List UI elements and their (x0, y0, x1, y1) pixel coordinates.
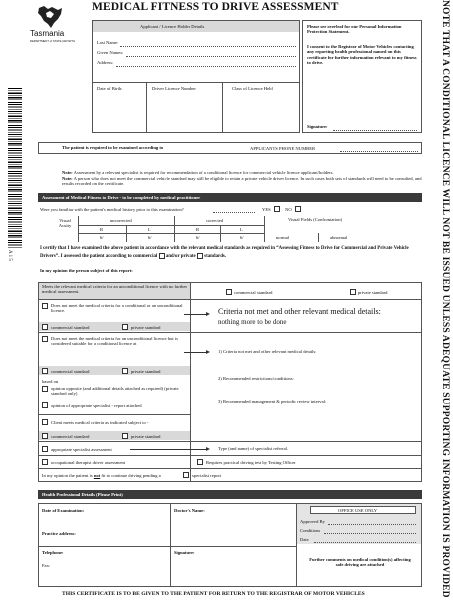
conditions-label: Conditions (300, 528, 321, 533)
note-specialist (62, 170, 424, 175)
client-commercial-checkbox[interactable] (42, 433, 48, 439)
hp-row-line (38, 546, 296, 547)
applicant-details-title: Applicant / Licence Holder Details (140, 24, 205, 29)
uncorrected-l-value[interactable]: 6/ (148, 235, 152, 240)
address-field[interactable] (116, 66, 296, 67)
hp-divider-1 (170, 503, 171, 587)
not-fit-text-a: In my opinion the patient is (42, 473, 93, 478)
telephone-label: Telephone: (42, 550, 64, 555)
va-col-line-4 (126, 225, 127, 242)
client-meets-label: Client meets medical criteria as indicated subject to - (51, 420, 149, 425)
tasmania-logo-icon (36, 4, 66, 30)
health-prof-title: Health Professional Details (Please Print) (42, 492, 123, 497)
conditional-checkbox[interactable] (42, 336, 48, 342)
criteria-row-line-5 (38, 455, 422, 456)
commercial-word: commercial (132, 253, 158, 259)
office-date-label: Date (300, 537, 309, 542)
certify-commercial-checkbox[interactable] (159, 253, 165, 259)
familiar-dots (213, 212, 255, 213)
va-row-line-1 (78, 225, 264, 226)
uncorrected-r: R (100, 227, 104, 232)
side-note: NOTE THAT A CONDITIONAL LICENCE WILL NOT BE ISSUED UNLESS ADEQUATE SUPPORTING INFORMATION IS PROVIDED (440, 0, 450, 598)
not-meet-checkbox[interactable] (42, 303, 48, 309)
applicants-phone-label: APPLICANTS PHONE NUMBER (250, 146, 316, 151)
not-meet-arrow (184, 314, 208, 315)
opinion-opposite-checkbox[interactable] (42, 386, 48, 392)
form-title: MEDICAL FITNESS TO DRIVE ASSESSMENT (92, 1, 339, 13)
occupational-label: occupational therapist driver assessment (51, 460, 126, 465)
barcode (8, 88, 22, 248)
conditional-title: Does not meet the medical criteria for an unconditional licence but is considered suitable for a conditional licence at (51, 336, 178, 347)
opinion-specialist-label: opinion of appropriate specialist - report attached (51, 403, 142, 408)
address-label: Address: (97, 60, 114, 65)
and-or-private: and/or private (165, 253, 196, 259)
note1-label: Note: (62, 170, 73, 175)
meets-criteria-text: Meets the relevant medical criteria for an unconditional licence with no further medical assessment. (42, 284, 188, 295)
criteria-row-line-3 (38, 414, 190, 415)
recommend-3-label: 3) Recommended management & periodic review interval: (218, 399, 327, 404)
conditional-private-label: private standard (131, 369, 161, 374)
conditional-arrow (184, 352, 208, 353)
corrected-l: L (240, 227, 243, 232)
specialist-assessment-label: appropriate specialist assessment (51, 447, 112, 452)
familiar-question: Were you familiar with the patient's medical history prior to this examination? (40, 207, 184, 212)
not-fit-text-b: fit to continue driving pending a (101, 473, 161, 478)
meets-private-label: private standard (358, 290, 388, 295)
conditional-commercial-checkbox[interactable] (42, 368, 48, 374)
specialist-arrow (130, 449, 208, 450)
specialist-report-label: specialist report (192, 473, 222, 478)
practice-address-label: Practice address: (42, 531, 76, 536)
conditional-commercial-label: commercial standard (51, 369, 90, 374)
not-meet-private-checkbox[interactable] (122, 324, 128, 330)
dob-label: Date of Birth: (97, 86, 123, 91)
not-word: not (93, 473, 101, 478)
certify-private-checkbox[interactable] (197, 253, 203, 259)
not-meet-commercial-label: commercial standard (51, 325, 90, 330)
hp-signature-label: Signature: (174, 550, 195, 555)
licence-number-label: Driver Licence Number (152, 86, 196, 91)
fields-abnormal[interactable]: abnormal (330, 235, 348, 240)
client-meets-checkbox[interactable] (42, 419, 48, 425)
not-meet-private-label: private standard (131, 325, 161, 330)
yes-checkbox[interactable] (274, 206, 280, 212)
footer-line: THIS CERTIFICATE IS TO BE GIVEN TO THE PATIENT FOR RETURN TO THE REGISTRAR OF MOTOR VEHICLES (62, 591, 365, 597)
client-private-label: private standard (131, 434, 161, 439)
meets-private-checkbox[interactable] (350, 289, 356, 295)
opinion-specialist-checkbox[interactable] (42, 402, 48, 408)
certify-text: I certify that I have examined the above patient in accordance with the relevant medical standards as required in “Assessing Fitness to Drive for Commercial and Private Vehicle Drivers”. I assessed the patient according to (40, 246, 409, 259)
approved-by-label: Approved By (300, 519, 325, 524)
given-names-field[interactable] (126, 56, 296, 57)
class-held-label: Class of Licence Held (232, 86, 273, 91)
licence-divider (222, 82, 223, 133)
conditional-private-checkbox[interactable] (122, 368, 128, 374)
corrected-r-value[interactable]: 6/ (196, 235, 200, 240)
yes-label: YES (262, 207, 271, 212)
certify-paragraph (40, 246, 424, 260)
approved-by-field[interactable] (328, 524, 416, 525)
criteria-row-line-6 (38, 468, 422, 469)
note1-text: Assessment by a relevant specialist is required for recommendation of a conditional licence for commercial vehicle licence applicant/holders. (73, 170, 334, 175)
client-private-checkbox[interactable] (122, 433, 128, 439)
dob-divider (146, 82, 147, 133)
applicant-details-box (92, 20, 300, 133)
specialist-arrowhead (206, 447, 210, 451)
applicants-phone-field[interactable] (340, 151, 418, 152)
meets-commercial-label: commercial standard (234, 290, 273, 295)
specialist-report-checkbox[interactable] (183, 472, 189, 478)
uncorrected-l: L (148, 227, 151, 232)
not-meet-arrowhead (206, 312, 210, 316)
examined-according-label: The patient is required to be examined according to (62, 145, 164, 150)
date-exam-label: Date of Examination: (42, 508, 85, 513)
not-meet-commercial-checkbox[interactable] (42, 324, 48, 330)
criteria-row-line-1 (38, 299, 422, 300)
consent-box (302, 20, 422, 133)
office-date-field[interactable] (314, 542, 416, 543)
state-name: Tasmania (30, 29, 65, 38)
va-col-line-6 (318, 233, 319, 242)
tasmania-logo (30, 4, 75, 46)
recommend-2-label: 2) Recommended restrictions/conditions: (218, 376, 294, 381)
practical-test-label: Requires practical driving test by Testing Officer (206, 460, 296, 465)
not-meet-title: Does not meet the medical criteria for a conditional or an unconditional licence. (51, 303, 183, 314)
visual-fields-label: Visual Fields (Confrontation) (287, 217, 343, 222)
based-on-label: based on (42, 379, 59, 384)
type-name-label: Type (and name) of specialist referral. (218, 446, 289, 451)
given-names-label: Given Names: (97, 50, 124, 55)
note2-text: A person who does not meet the commercial vehicle standard may still be eligible to retain a private vehicle driver licence. In such cases both sets of standards will need to be consulted, and results recorded on the certificate. (62, 176, 422, 187)
last-name-field[interactable] (120, 46, 296, 47)
va-col-line-3 (264, 216, 265, 242)
meets-commercial-checkbox[interactable] (226, 289, 232, 295)
department-name: DEPARTMENT of STATE GROWTH (30, 39, 75, 43)
details-divider (92, 82, 300, 83)
office-use-title: OFFICE USE ONLY (338, 507, 378, 513)
privacy-statement: Please see overleaf for our Personal Information Protection Statement. (307, 24, 402, 35)
va-col-line-1 (78, 216, 79, 242)
corrected-r: R (196, 227, 200, 232)
standards-word: standards. (204, 253, 227, 259)
serial-number: A 1 5 (7, 250, 12, 261)
fax-label: Fax: (42, 563, 51, 568)
fields-normal[interactable]: normal (276, 235, 290, 240)
criteria-not-met-text[interactable]: Criteria not met and other relevant medical details: (218, 307, 381, 316)
conditions-field[interactable] (324, 533, 416, 534)
note-commercial (62, 176, 424, 187)
recommend-1-label: 1) Criteria not met and other relevant medical details: (218, 349, 317, 354)
last-name-label: Last Name: (97, 40, 119, 45)
criteria-divider (190, 282, 191, 482)
note2-label: Note: (62, 176, 73, 181)
corrected-l-value[interactable]: 6/ (240, 235, 244, 240)
no-label: NO (285, 207, 292, 212)
client-commercial-label: commercial standard (51, 434, 90, 439)
va-col-line-2 (174, 216, 175, 242)
consent-statement: I consent to the Registrar of Motor Vehicles contacting any reporting health professional named on this certificate for further information relevant to my fitness to drive. (307, 44, 417, 65)
uncorrected-label: uncorrected (110, 218, 132, 223)
opinion-label: In my opinion the person subject of this report: (40, 268, 133, 273)
practical-test-checkbox[interactable] (197, 459, 203, 465)
consent-signature-label: Signature: (307, 124, 328, 129)
meets-criteria-title (42, 284, 188, 295)
uncorrected-r-value[interactable]: 6/ (100, 235, 104, 240)
doctor-name-label: Doctor's Name: (174, 508, 205, 513)
no-checkbox[interactable] (295, 206, 301, 212)
not-fit-statement (42, 473, 161, 478)
nothing-more-text[interactable]: nothing more to be done (218, 318, 287, 326)
criteria-row-line-4 (38, 441, 422, 442)
specialist-assessment-checkbox[interactable] (42, 446, 48, 452)
va-col-line-5 (220, 225, 221, 242)
occupational-checkbox[interactable] (42, 459, 48, 465)
conditional-arrowhead (206, 350, 210, 354)
visual-acuity-label: Visual Acuity (58, 218, 72, 229)
assessment-section-title: Assessment of Medical Fitness to Drive - to be completed by medical practitioner (42, 195, 201, 200)
opinion-opposite-label: opinion opposite (and additional details attached as required) (private standard only) (51, 386, 179, 397)
criteria-row-line-2 (38, 332, 422, 333)
va-row-line-2 (78, 233, 264, 234)
consent-signature-field[interactable] (333, 130, 417, 131)
further-comments: Further comments on medical condition(s) affecting safe driving are attached (309, 557, 411, 568)
corrected-label: corrected (206, 218, 224, 223)
